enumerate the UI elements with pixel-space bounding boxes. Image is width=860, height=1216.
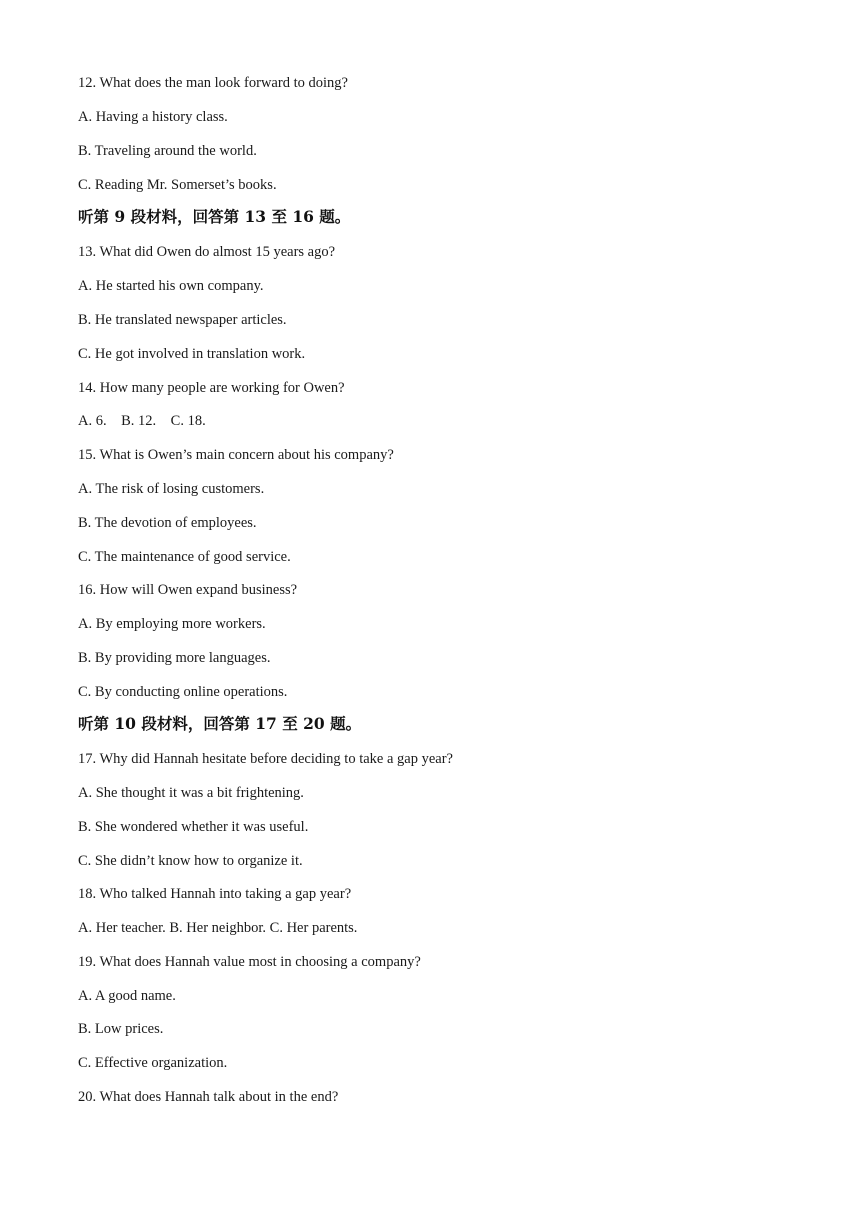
option-15a: A. The risk of losing customers.: [78, 481, 265, 497]
option-17a: A. She thought it was a bit frightening.: [78, 785, 304, 801]
question-16: 16. How will Owen expand business?: [78, 582, 298, 598]
question-13: 13. What did Owen do almost 15 years ago?: [78, 244, 336, 260]
question-15: 15. What is Owen’s main concern about his company?: [78, 447, 394, 463]
option-16c: C. By conducting online operations.: [78, 684, 288, 700]
question-14: 14. How many people are working for Owen?: [78, 380, 345, 396]
option-17b: B. She wondered whether it was useful.: [78, 819, 309, 835]
option-19c: C. Effective organization.: [78, 1055, 228, 1071]
option-12c: C. Reading Mr. Somerset’s books.: [78, 177, 277, 193]
option-16b: B. By providing more languages.: [78, 650, 271, 666]
option-12b: B. Traveling around the world.: [78, 143, 257, 159]
question-17: 17. Why did Hannah hesitate before deciding to take a gap year?: [78, 751, 453, 767]
question-18: 18. Who talked Hannah into taking a gap year?: [78, 886, 352, 902]
option-13b: B. He translated newspaper articles.: [78, 312, 287, 328]
option-19b: B. Low prices.: [78, 1021, 164, 1037]
section-heading-10: 听第 10 段材料，回答第 17 至 20 题。: [78, 714, 362, 733]
section-heading-9: 听第 9 段材料，回答第 13 至 16 题。: [78, 207, 351, 226]
question-12: 12. What does the man look forward to doing?: [78, 75, 348, 91]
option-12a: A. Having a history class.: [78, 109, 228, 125]
option-19a: A. A good name.: [78, 988, 176, 1004]
options-14: A. 6. B. 12. C. 18.: [78, 413, 206, 429]
option-15b: B. The devotion of employees.: [78, 515, 257, 531]
option-15c: C. The maintenance of good service.: [78, 549, 291, 565]
option-17c: C. She didn’t know how to organize it.: [78, 853, 303, 869]
option-16a: A. By employing more workers.: [78, 616, 266, 632]
option-13a: A. He started his own company.: [78, 278, 264, 294]
question-20: 20. What does Hannah talk about in the end?: [78, 1089, 339, 1105]
options-18: A. Her teacher. B. Her neighbor. C. Her parents.: [78, 920, 358, 936]
option-13c: C. He got involved in translation work.: [78, 346, 306, 362]
question-19: 19. What does Hannah value most in choosing a company?: [78, 954, 421, 970]
